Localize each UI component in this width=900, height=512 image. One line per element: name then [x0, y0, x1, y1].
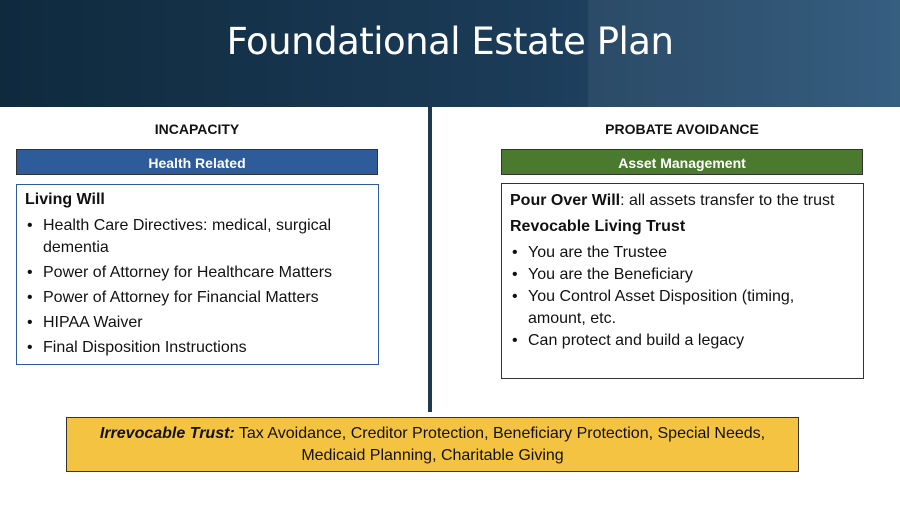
pour-over-will-line — [510, 190, 855, 212]
irrevocable-trust-note — [66, 417, 799, 472]
health-related-bar: Health Related — [16, 149, 378, 175]
list-item: • Power of Attorney for Financial Matters — [25, 287, 370, 309]
revocable-trust-heading: Revocable Living Trust — [510, 218, 686, 235]
trust-box — [501, 183, 864, 379]
irrevocable-trust-label: Irrevocable Trust: — [99, 425, 235, 442]
living-will-list — [25, 215, 370, 359]
list-item: • Power of Attorney for Healthcare Matters — [25, 262, 370, 284]
list-item: • HIPAA Waiver — [25, 312, 370, 334]
title-banner — [0, 0, 900, 107]
incapacity-heading: INCAPACITY — [154, 121, 240, 137]
list-item: • Can protect and build a legacy — [510, 330, 855, 352]
center-divider — [428, 107, 432, 412]
pour-over-will-title: Pour Over Will — [510, 192, 621, 209]
list-item: • Health Care Directives: medical, surgical dementia — [25, 215, 370, 259]
list-item: • Final Disposition Instructions — [25, 337, 370, 359]
living-will-heading: Living Will — [25, 191, 105, 208]
pour-over-will-text: : all assets transfer to the trust — [620, 192, 835, 209]
page-title: Foundational Estate Plan — [226, 20, 674, 63]
irrevocable-trust-text: Tax Avoidance, Creditor Protection, Beneficiary Protection, Special Needs, Medicaid Planning, Charitable Giving — [234, 425, 766, 464]
list-item: • You are the Trustee — [510, 242, 855, 264]
asset-management-bar: Asset Management — [501, 149, 863, 175]
probate-avoidance-heading: PROBATE AVOIDANCE — [605, 121, 759, 137]
list-item: • You are the Beneficiary — [510, 264, 855, 286]
revocable-trust-list — [510, 242, 855, 352]
living-will-box — [16, 184, 379, 365]
list-item: • You Control Asset Disposition (timing, amount, etc. — [510, 286, 855, 330]
